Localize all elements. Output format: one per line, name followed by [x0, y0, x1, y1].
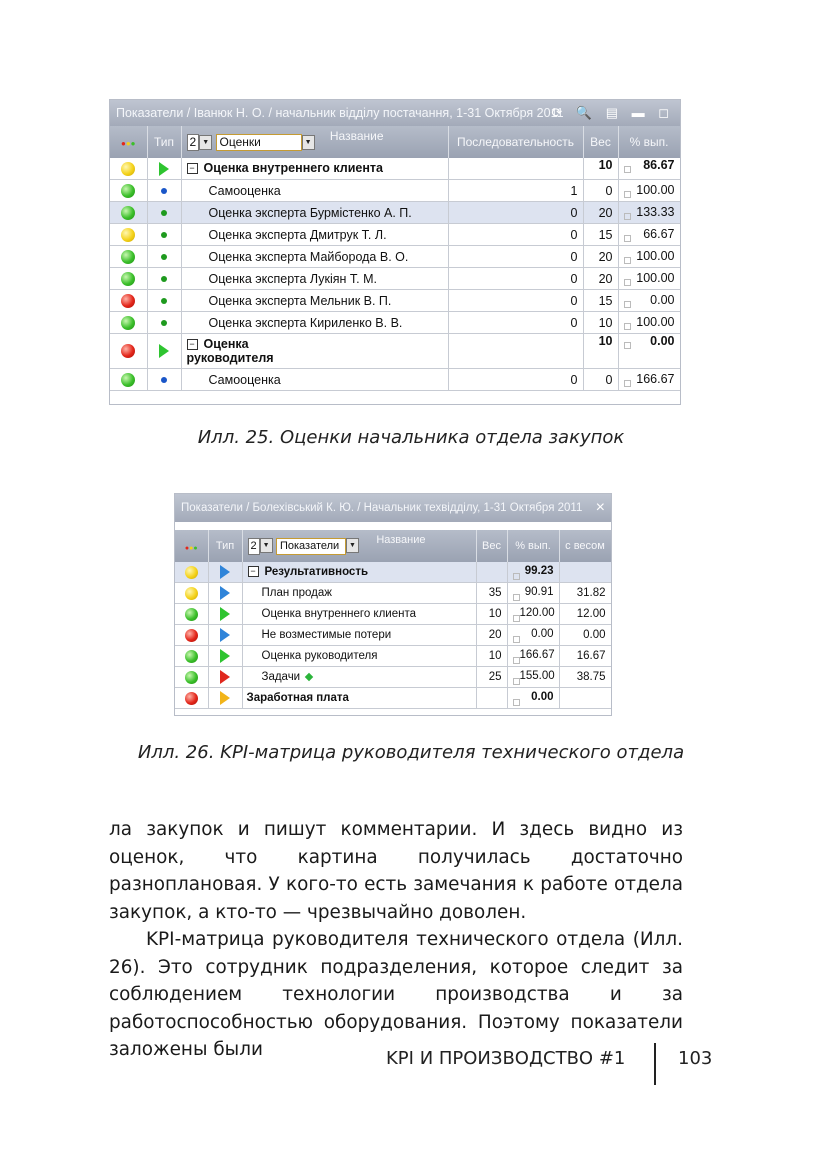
figure-caption-25: Илл. 25. Оценки начальника отдела закупок — [197, 427, 625, 448]
status-green-icon — [121, 316, 135, 330]
weighted-cell — [559, 688, 611, 709]
window-title: Показатели / Іванюк Н. О. / начальник відділу постачання, 1-31 Октября 2011 — [116, 106, 564, 120]
comment-flag-icon — [624, 279, 631, 286]
table-row[interactable] — [110, 334, 680, 369]
weight-cell: 10 — [583, 312, 618, 334]
traffic-light-icon: ●●● — [184, 545, 198, 552]
row-name: Самооценка — [208, 372, 281, 387]
weight-cell: 35 — [476, 583, 507, 604]
name-column-header[interactable] — [242, 530, 476, 562]
sequence-cell: 0 — [448, 290, 583, 312]
collapse-icon[interactable]: − — [187, 339, 198, 350]
percent-value: 100.00 — [636, 271, 675, 285]
weight-cell: 25 — [476, 667, 507, 688]
type-column-header[interactable]: Тип — [147, 126, 181, 158]
status-cell — [175, 667, 208, 688]
figure-caption-26: Илл. 26. KPI-матрица руководителя технического отдела — [137, 742, 685, 763]
sequence-cell: 0 — [448, 246, 583, 268]
row-name: Оценка эксперта Дмитрук Т. Л. — [208, 227, 387, 242]
table-row[interactable] — [110, 246, 680, 268]
weighted-column-header[interactable]: с весом — [559, 530, 611, 562]
table-row[interactable] — [175, 688, 611, 709]
table-row[interactable] — [175, 604, 611, 625]
table-header — [175, 530, 611, 562]
percent-value: 133.33 — [636, 205, 675, 219]
view-dropdown-icon[interactable]: ▼ — [302, 135, 315, 150]
name-cell[interactable] — [181, 312, 448, 334]
window-title-bar — [110, 100, 680, 126]
percent-cell — [507, 604, 559, 625]
sequence-cell — [448, 158, 583, 180]
row-name: Оценка эксперта Кириленко В. В. — [208, 315, 403, 330]
status-green-icon — [121, 272, 135, 286]
status-cell — [110, 369, 147, 391]
table-header — [110, 126, 680, 158]
comment-flag-icon — [513, 678, 520, 685]
window-title: Показатели / Болехівський К. Ю. / Начальник техвідділу, 1-31 Октября 2011 — [181, 502, 583, 514]
weight-cell: 15 — [583, 290, 618, 312]
table-row[interactable] — [110, 158, 680, 180]
percent-cell — [507, 625, 559, 646]
type-dot-icon — [161, 188, 167, 194]
row-name: Оценка внутреннего клиента — [261, 608, 416, 620]
weight-column-header[interactable]: Вес — [476, 530, 507, 562]
name-cell[interactable] — [242, 688, 476, 709]
percent-cell — [618, 180, 680, 202]
name-cell[interactable] — [181, 290, 448, 312]
collapse-icon[interactable]: − — [187, 163, 198, 174]
weight-column-header[interactable]: Вес — [583, 126, 618, 158]
window-tool-icons[interactable]: ⟳ 🔍 ▤ ▬ ◻ — [551, 105, 674, 120]
type-cell — [147, 202, 181, 224]
sequence-cell: 0 — [448, 312, 583, 334]
status-cell — [175, 562, 208, 583]
percent-value: 100.00 — [636, 315, 675, 329]
type-cell — [208, 604, 242, 625]
close-icon[interactable]: × — [595, 499, 605, 516]
weight-cell: 20 — [583, 246, 618, 268]
row-name: Результативность — [264, 566, 369, 578]
type-cell — [147, 180, 181, 202]
percent-column-header[interactable]: % вып. — [618, 126, 680, 158]
type-triangle-icon — [159, 162, 169, 176]
comment-flag-icon — [513, 657, 520, 664]
status-green-icon — [185, 671, 198, 684]
weighted-cell: 31.82 — [559, 583, 611, 604]
type-column-header[interactable]: Тип — [208, 530, 242, 562]
name-cell[interactable] — [181, 180, 448, 202]
table-row[interactable] — [175, 562, 611, 583]
weight-cell: 15 — [583, 224, 618, 246]
name-cell[interactable] — [242, 625, 476, 646]
type-cell — [208, 562, 242, 583]
comment-flag-icon — [624, 191, 631, 198]
row-name: Оценка руководителя — [261, 650, 378, 662]
percent-value: 166.67 — [636, 372, 675, 386]
type-cell — [147, 290, 181, 312]
percent-value: 166.67 — [519, 648, 555, 661]
type-dot-icon — [161, 254, 167, 260]
comment-flag-icon — [513, 636, 520, 643]
status-cell — [110, 180, 147, 202]
weighted-cell: 16.67 — [559, 646, 611, 667]
percent-cell — [507, 688, 559, 709]
window-title-bar — [175, 494, 611, 522]
comment-flag-icon — [624, 235, 631, 242]
comment-flag-icon — [624, 323, 631, 330]
row-name: Оценка эксперта Майборода В. О. — [208, 249, 409, 264]
table-row[interactable] — [175, 646, 611, 667]
name-cell[interactable] — [242, 646, 476, 667]
percent-cell — [618, 369, 680, 391]
row-name: Задачи — [261, 671, 301, 683]
status-red-icon — [121, 344, 135, 358]
type-dot-icon — [161, 276, 167, 282]
status-cell — [110, 312, 147, 334]
name-cell[interactable] — [181, 334, 448, 369]
percent-column-header[interactable]: % вып. — [507, 530, 559, 562]
percent-cell — [618, 202, 680, 224]
kpi-window-technical — [174, 493, 612, 716]
weight-cell: 10 — [583, 158, 618, 180]
kpi-table — [110, 126, 681, 391]
weighted-cell: 0.00 — [559, 625, 611, 646]
kpi-window-purchasing — [109, 99, 681, 405]
status-cell — [110, 246, 147, 268]
weight-cell: 20 — [476, 625, 507, 646]
weighted-cell: 12.00 — [559, 604, 611, 625]
status-cell — [175, 688, 208, 709]
percent-cell — [507, 562, 559, 583]
name-cell[interactable] — [242, 583, 476, 604]
status-cell — [110, 334, 147, 369]
row-name: Заработная плата — [246, 692, 349, 704]
type-cell — [208, 688, 242, 709]
row-name: Самооценка — [208, 183, 281, 198]
row-name: Оценка руководителя — [186, 337, 274, 365]
type-triangle-icon — [220, 691, 230, 705]
table-row[interactable] — [110, 369, 680, 391]
percent-value: 155.00 — [519, 669, 555, 682]
type-triangle-icon — [220, 565, 230, 579]
sequence-cell: 0 — [448, 369, 583, 391]
paragraph: KPI-матрица руководителя технического отдела (Илл. 26). Это сотрудник подразделения, которое следит за соблюдением технологии производства и за работоспособностью оборудования. Поэтому показатели заложены были — [109, 929, 683, 1060]
percent-cell — [507, 583, 559, 604]
type-cell — [147, 334, 181, 369]
name-cell[interactable] — [181, 224, 448, 246]
row-name: Оценка эксперта Лукіян Т. М. — [208, 271, 377, 286]
status-cell — [175, 625, 208, 646]
table-row[interactable] — [175, 625, 611, 646]
percent-value: 100.00 — [636, 183, 675, 197]
comment-flag-icon — [624, 257, 631, 264]
table-row[interactable] — [175, 583, 611, 604]
body-text — [109, 816, 683, 1064]
type-cell — [208, 625, 242, 646]
level-dropdown-icon[interactable]: ▼ — [260, 538, 273, 553]
weight-cell: 10 — [476, 604, 507, 625]
type-cell — [208, 646, 242, 667]
weight-cell: 10 — [476, 646, 507, 667]
page-number: 103 — [678, 1048, 713, 1069]
type-cell — [147, 268, 181, 290]
type-dot-icon — [161, 377, 167, 383]
status-cell — [110, 290, 147, 312]
sequence-cell: 0 — [448, 224, 583, 246]
type-cell — [147, 224, 181, 246]
percent-value: 0.00 — [650, 293, 675, 307]
weighted-cell: 38.75 — [559, 667, 611, 688]
status-green-icon — [185, 608, 198, 621]
type-dot-icon — [161, 320, 167, 326]
sequence-cell — [448, 334, 583, 369]
comment-flag-icon — [624, 342, 631, 349]
status-green-icon — [121, 250, 135, 264]
type-triangle-icon — [220, 607, 230, 621]
percent-cell — [618, 268, 680, 290]
percent-value: 99.23 — [524, 564, 554, 577]
table-row[interactable] — [110, 268, 680, 290]
level-select[interactable]: 2 — [187, 134, 200, 151]
percent-cell — [618, 334, 680, 369]
type-triangle-icon — [220, 628, 230, 642]
type-triangle-icon — [159, 344, 169, 358]
status-column-header — [110, 126, 147, 158]
comment-flag-icon — [513, 615, 520, 622]
name-column-header[interactable] — [181, 126, 448, 158]
percent-cell — [618, 158, 680, 180]
view-select[interactable]: Оценки — [216, 134, 302, 151]
sequence-column-header[interactable]: Последовательность — [448, 126, 583, 158]
status-red-icon — [185, 692, 198, 705]
weight-cell: 0 — [583, 369, 618, 391]
name-cell[interactable] — [242, 562, 476, 583]
type-dot-icon — [161, 232, 167, 238]
type-cell — [208, 583, 242, 604]
name-cell[interactable] — [181, 158, 448, 180]
traffic-light-icon: ●●● — [120, 139, 136, 148]
type-cell — [147, 369, 181, 391]
status-green-icon — [121, 184, 135, 198]
name-column-label: Название — [329, 128, 384, 143]
percent-cell — [618, 312, 680, 334]
sequence-cell: 1 — [448, 180, 583, 202]
status-cell — [175, 583, 208, 604]
view-select[interactable]: Показатели — [276, 538, 346, 555]
percent-value: 90.91 — [524, 585, 554, 598]
status-cell — [110, 224, 147, 246]
table-row[interactable] — [175, 667, 611, 688]
percent-cell — [507, 667, 559, 688]
name-column-label: Название — [376, 533, 426, 546]
type-cell — [147, 246, 181, 268]
name-cell[interactable] — [181, 246, 448, 268]
task-diamond-icon — [305, 673, 313, 681]
comment-flag-icon — [513, 573, 520, 580]
collapse-icon[interactable]: − — [248, 566, 259, 577]
status-cell — [110, 158, 147, 180]
percent-cell — [507, 646, 559, 667]
type-dot-icon — [161, 298, 167, 304]
type-triangle-icon — [220, 586, 230, 600]
row-name: Оценка эксперта Бурмістенко А. П. — [208, 205, 412, 220]
weight-cell — [476, 688, 507, 709]
type-cell — [147, 312, 181, 334]
name-cell[interactable] — [242, 667, 476, 688]
type-dot-icon — [161, 210, 167, 216]
status-green-icon — [121, 373, 135, 387]
type-triangle-icon — [220, 649, 230, 663]
level-dropdown-icon[interactable]: ▼ — [199, 135, 212, 150]
kpi-table — [175, 530, 612, 709]
table-row[interactable] — [110, 312, 680, 334]
row-name: Не возместимые потери — [261, 629, 392, 641]
comment-flag-icon — [624, 166, 631, 173]
status-yellow-icon — [121, 228, 135, 242]
comment-flag-icon — [624, 213, 631, 220]
percent-value: 0.00 — [531, 690, 554, 703]
status-column-header — [175, 530, 208, 562]
footer-divider — [654, 1043, 656, 1085]
percent-cell — [618, 290, 680, 312]
status-yellow-icon — [185, 566, 198, 579]
status-cell — [175, 604, 208, 625]
status-green-icon — [185, 650, 198, 663]
weight-cell: 20 — [583, 202, 618, 224]
paragraph: ла закупок и пишут комментарии. И здесь видно из оценок, что картина получилась достаточно разноплановая. У кого-то есть замечания к работе отдела закупок, а кто-то — чрезвычайно доволен. — [109, 819, 683, 923]
name-cell[interactable] — [181, 268, 448, 290]
percent-value: 66.67 — [643, 227, 675, 241]
weighted-cell — [559, 562, 611, 583]
running-footer-section: KPI И ПРОИЗВОДСТВО #1 — [386, 1048, 626, 1069]
row-name: Оценка внутреннего клиента — [203, 161, 383, 175]
row-name: Оценка эксперта Мельник В. П. — [208, 293, 392, 308]
percent-value: 0.00 — [531, 627, 554, 640]
percent-cell — [618, 224, 680, 246]
name-cell[interactable] — [242, 604, 476, 625]
weight-cell: 20 — [583, 268, 618, 290]
percent-cell — [618, 246, 680, 268]
comment-flag-icon — [513, 594, 520, 601]
table-row[interactable] — [110, 224, 680, 246]
status-cell — [175, 646, 208, 667]
status-cell — [110, 202, 147, 224]
type-triangle-icon — [220, 670, 230, 684]
name-cell[interactable] — [181, 202, 448, 224]
view-dropdown-icon[interactable]: ▼ — [346, 538, 359, 553]
table-row[interactable] — [110, 202, 680, 224]
comment-flag-icon — [624, 380, 631, 387]
level-select[interactable]: 2 — [248, 538, 260, 555]
comment-flag-icon — [624, 301, 631, 308]
weight-cell: 10 — [583, 334, 618, 369]
percent-value: 100.00 — [636, 249, 675, 263]
percent-value: 120.00 — [519, 606, 555, 619]
sequence-cell: 0 — [448, 268, 583, 290]
sequence-cell: 0 — [448, 202, 583, 224]
status-green-icon — [121, 206, 135, 220]
status-yellow-icon — [185, 587, 198, 600]
table-row[interactable] — [110, 180, 680, 202]
percent-value: 0.00 — [650, 334, 675, 348]
comment-flag-icon — [513, 699, 520, 706]
table-row[interactable] — [110, 290, 680, 312]
row-name: План продаж — [261, 587, 332, 599]
type-cell — [208, 667, 242, 688]
type-cell — [147, 158, 181, 180]
weight-cell: 0 — [583, 180, 618, 202]
status-red-icon — [121, 294, 135, 308]
status-cell — [110, 268, 147, 290]
status-yellow-icon — [121, 162, 135, 176]
name-cell[interactable] — [181, 369, 448, 391]
status-red-icon — [185, 629, 198, 642]
percent-value: 86.67 — [643, 158, 675, 172]
weight-cell — [476, 562, 507, 583]
